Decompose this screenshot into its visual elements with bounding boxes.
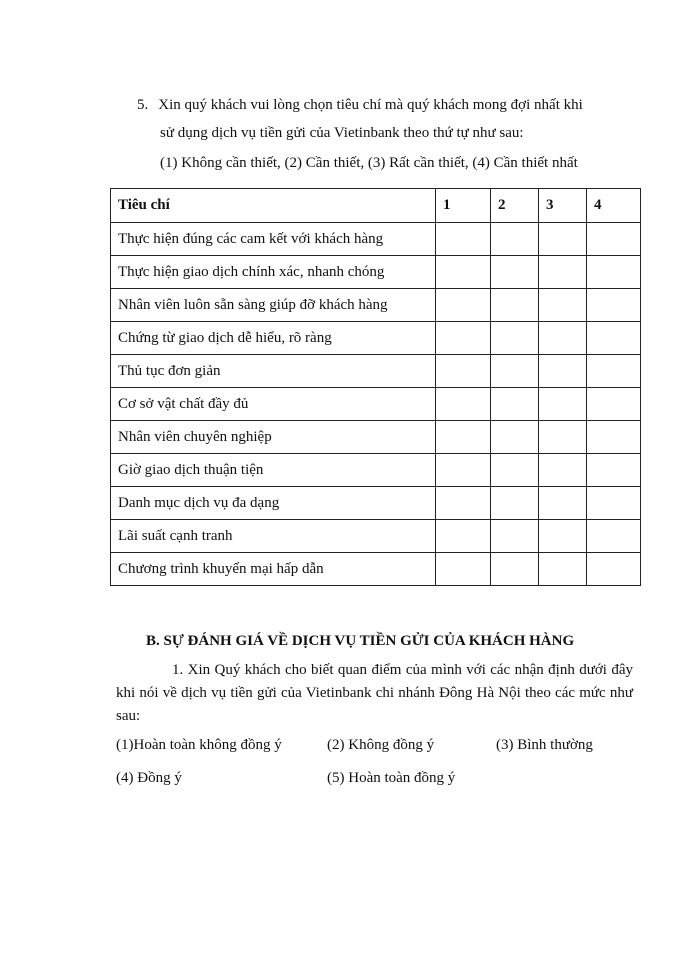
rank-1-cell[interactable] <box>436 322 491 355</box>
table-header-row <box>111 189 641 223</box>
rank-4-cell[interactable] <box>587 388 641 421</box>
table-row <box>111 223 641 256</box>
criteria-label: Thực hiện đúng các cam kết với khách hàng <box>111 223 436 256</box>
rank-3-cell[interactable] <box>539 355 587 388</box>
rank-4-cell[interactable] <box>587 256 641 289</box>
rank-3-cell[interactable] <box>539 289 587 322</box>
rank-1-cell[interactable] <box>436 223 491 256</box>
rank-4-cell[interactable] <box>587 487 641 520</box>
header-rank-4: 4 <box>587 189 641 223</box>
criteria-table <box>110 188 641 586</box>
criteria-label: Giờ giao dịch thuận tiện <box>111 454 436 487</box>
table-row <box>111 355 641 388</box>
criteria-label: Nhân viên luôn sẵn sàng giúp đỡ khách hàng <box>111 289 436 322</box>
section-b-question-1 <box>116 659 633 728</box>
criteria-label: Danh mục dịch vụ đa dạng <box>111 487 436 520</box>
rank-1-cell[interactable] <box>436 289 491 322</box>
question-5-line-1 <box>137 97 583 114</box>
rank-2-cell[interactable] <box>491 388 539 421</box>
rank-4-cell[interactable] <box>587 355 641 388</box>
table-row <box>111 520 641 553</box>
rank-3-cell[interactable] <box>539 520 587 553</box>
scale-option-4: (4) Đồng ý <box>116 770 182 786</box>
rank-3-cell[interactable] <box>539 256 587 289</box>
rank-4-cell[interactable] <box>587 454 641 487</box>
rank-2-cell[interactable] <box>491 454 539 487</box>
rank-4-cell[interactable] <box>587 289 641 322</box>
criteria-label: Chương trình khuyến mại hấp dẫn <box>111 553 436 586</box>
rank-1-cell[interactable] <box>436 487 491 520</box>
scale-option-2: (2) Không đồng ý <box>327 737 435 753</box>
header-criteria: Tiêu chí <box>111 189 436 223</box>
criteria-label: Chứng từ giao dịch dễ hiểu, rõ ràng <box>111 322 436 355</box>
rank-2-cell[interactable] <box>491 553 539 586</box>
rank-1-cell[interactable] <box>436 256 491 289</box>
table-row <box>111 322 641 355</box>
rank-1-cell[interactable] <box>436 553 491 586</box>
rank-2-cell[interactable] <box>491 487 539 520</box>
question-5-scale: (1) Không cần thiết, (2) Cần thiết, (3) Rất cần thiết, (4) Cần thiết nhất <box>160 155 578 171</box>
section-b-title: B. SỰ ĐÁNH GIÁ VỀ DỊCH VỤ TIỀN GỬI CỦA KHÁCH HÀNG <box>146 633 575 649</box>
rank-2-cell[interactable] <box>491 520 539 553</box>
rank-1-cell[interactable] <box>436 520 491 553</box>
scale-option-1: (1)Hoàn toàn không đồng ý <box>116 737 282 753</box>
rank-2-cell[interactable] <box>491 289 539 322</box>
rank-4-cell[interactable] <box>587 520 641 553</box>
rank-3-cell[interactable] <box>539 421 587 454</box>
rank-2-cell[interactable] <box>491 256 539 289</box>
rank-3-cell[interactable] <box>539 454 587 487</box>
question-5-number: 5. <box>137 97 149 113</box>
table-row <box>111 454 641 487</box>
scale-option-3: (3) Bình thường <box>496 737 593 753</box>
question-5-line-2: sử dụng dịch vụ tiền gửi của Vietinbank theo thứ tự như sau: <box>160 125 524 141</box>
rank-3-cell[interactable] <box>539 388 587 421</box>
criteria-label: Cơ sở vật chất đầy đủ <box>111 388 436 421</box>
table-row <box>111 421 641 454</box>
rank-1-cell[interactable] <box>436 388 491 421</box>
rank-1-cell[interactable] <box>436 355 491 388</box>
scale-option-5: (5) Hoàn toàn đồng ý <box>327 770 456 786</box>
table-row <box>111 388 641 421</box>
rank-4-cell[interactable] <box>587 322 641 355</box>
rank-2-cell[interactable] <box>491 421 539 454</box>
rank-4-cell[interactable] <box>587 553 641 586</box>
criteria-label: Nhân viên chuyên nghiệp <box>111 421 436 454</box>
rank-2-cell[interactable] <box>491 322 539 355</box>
table-row <box>111 256 641 289</box>
header-rank-1: 1 <box>436 189 491 223</box>
table-row <box>111 553 641 586</box>
table-row <box>111 487 641 520</box>
header-rank-3: 3 <box>539 189 587 223</box>
question-5-text: Xin quý khách vui lòng chọn tiêu chí mà quý khách mong đợi nhất khi <box>158 97 583 113</box>
criteria-label: Lãi suất cạnh tranh <box>111 520 436 553</box>
rank-1-cell[interactable] <box>436 421 491 454</box>
criteria-label: Thực hiện giao dịch chính xác, nhanh chóng <box>111 256 436 289</box>
rank-4-cell[interactable] <box>587 223 641 256</box>
rank-3-cell[interactable] <box>539 223 587 256</box>
rank-3-cell[interactable] <box>539 487 587 520</box>
section-b-question-1-text: 1. Xin Quý khách cho biết quan điểm của mình với các nhận định dưới đây khi nói về dịch vụ tiền gửi của Vietinbank chi nhánh Đông Hà Nội theo các mức như sau: <box>116 662 633 724</box>
header-rank-2: 2 <box>491 189 539 223</box>
rank-2-cell[interactable] <box>491 223 539 256</box>
rank-4-cell[interactable] <box>587 421 641 454</box>
rank-3-cell[interactable] <box>539 322 587 355</box>
rank-2-cell[interactable] <box>491 355 539 388</box>
criteria-label: Thủ tục đơn giản <box>111 355 436 388</box>
rank-3-cell[interactable] <box>539 553 587 586</box>
table-row <box>111 289 641 322</box>
rank-1-cell[interactable] <box>436 454 491 487</box>
